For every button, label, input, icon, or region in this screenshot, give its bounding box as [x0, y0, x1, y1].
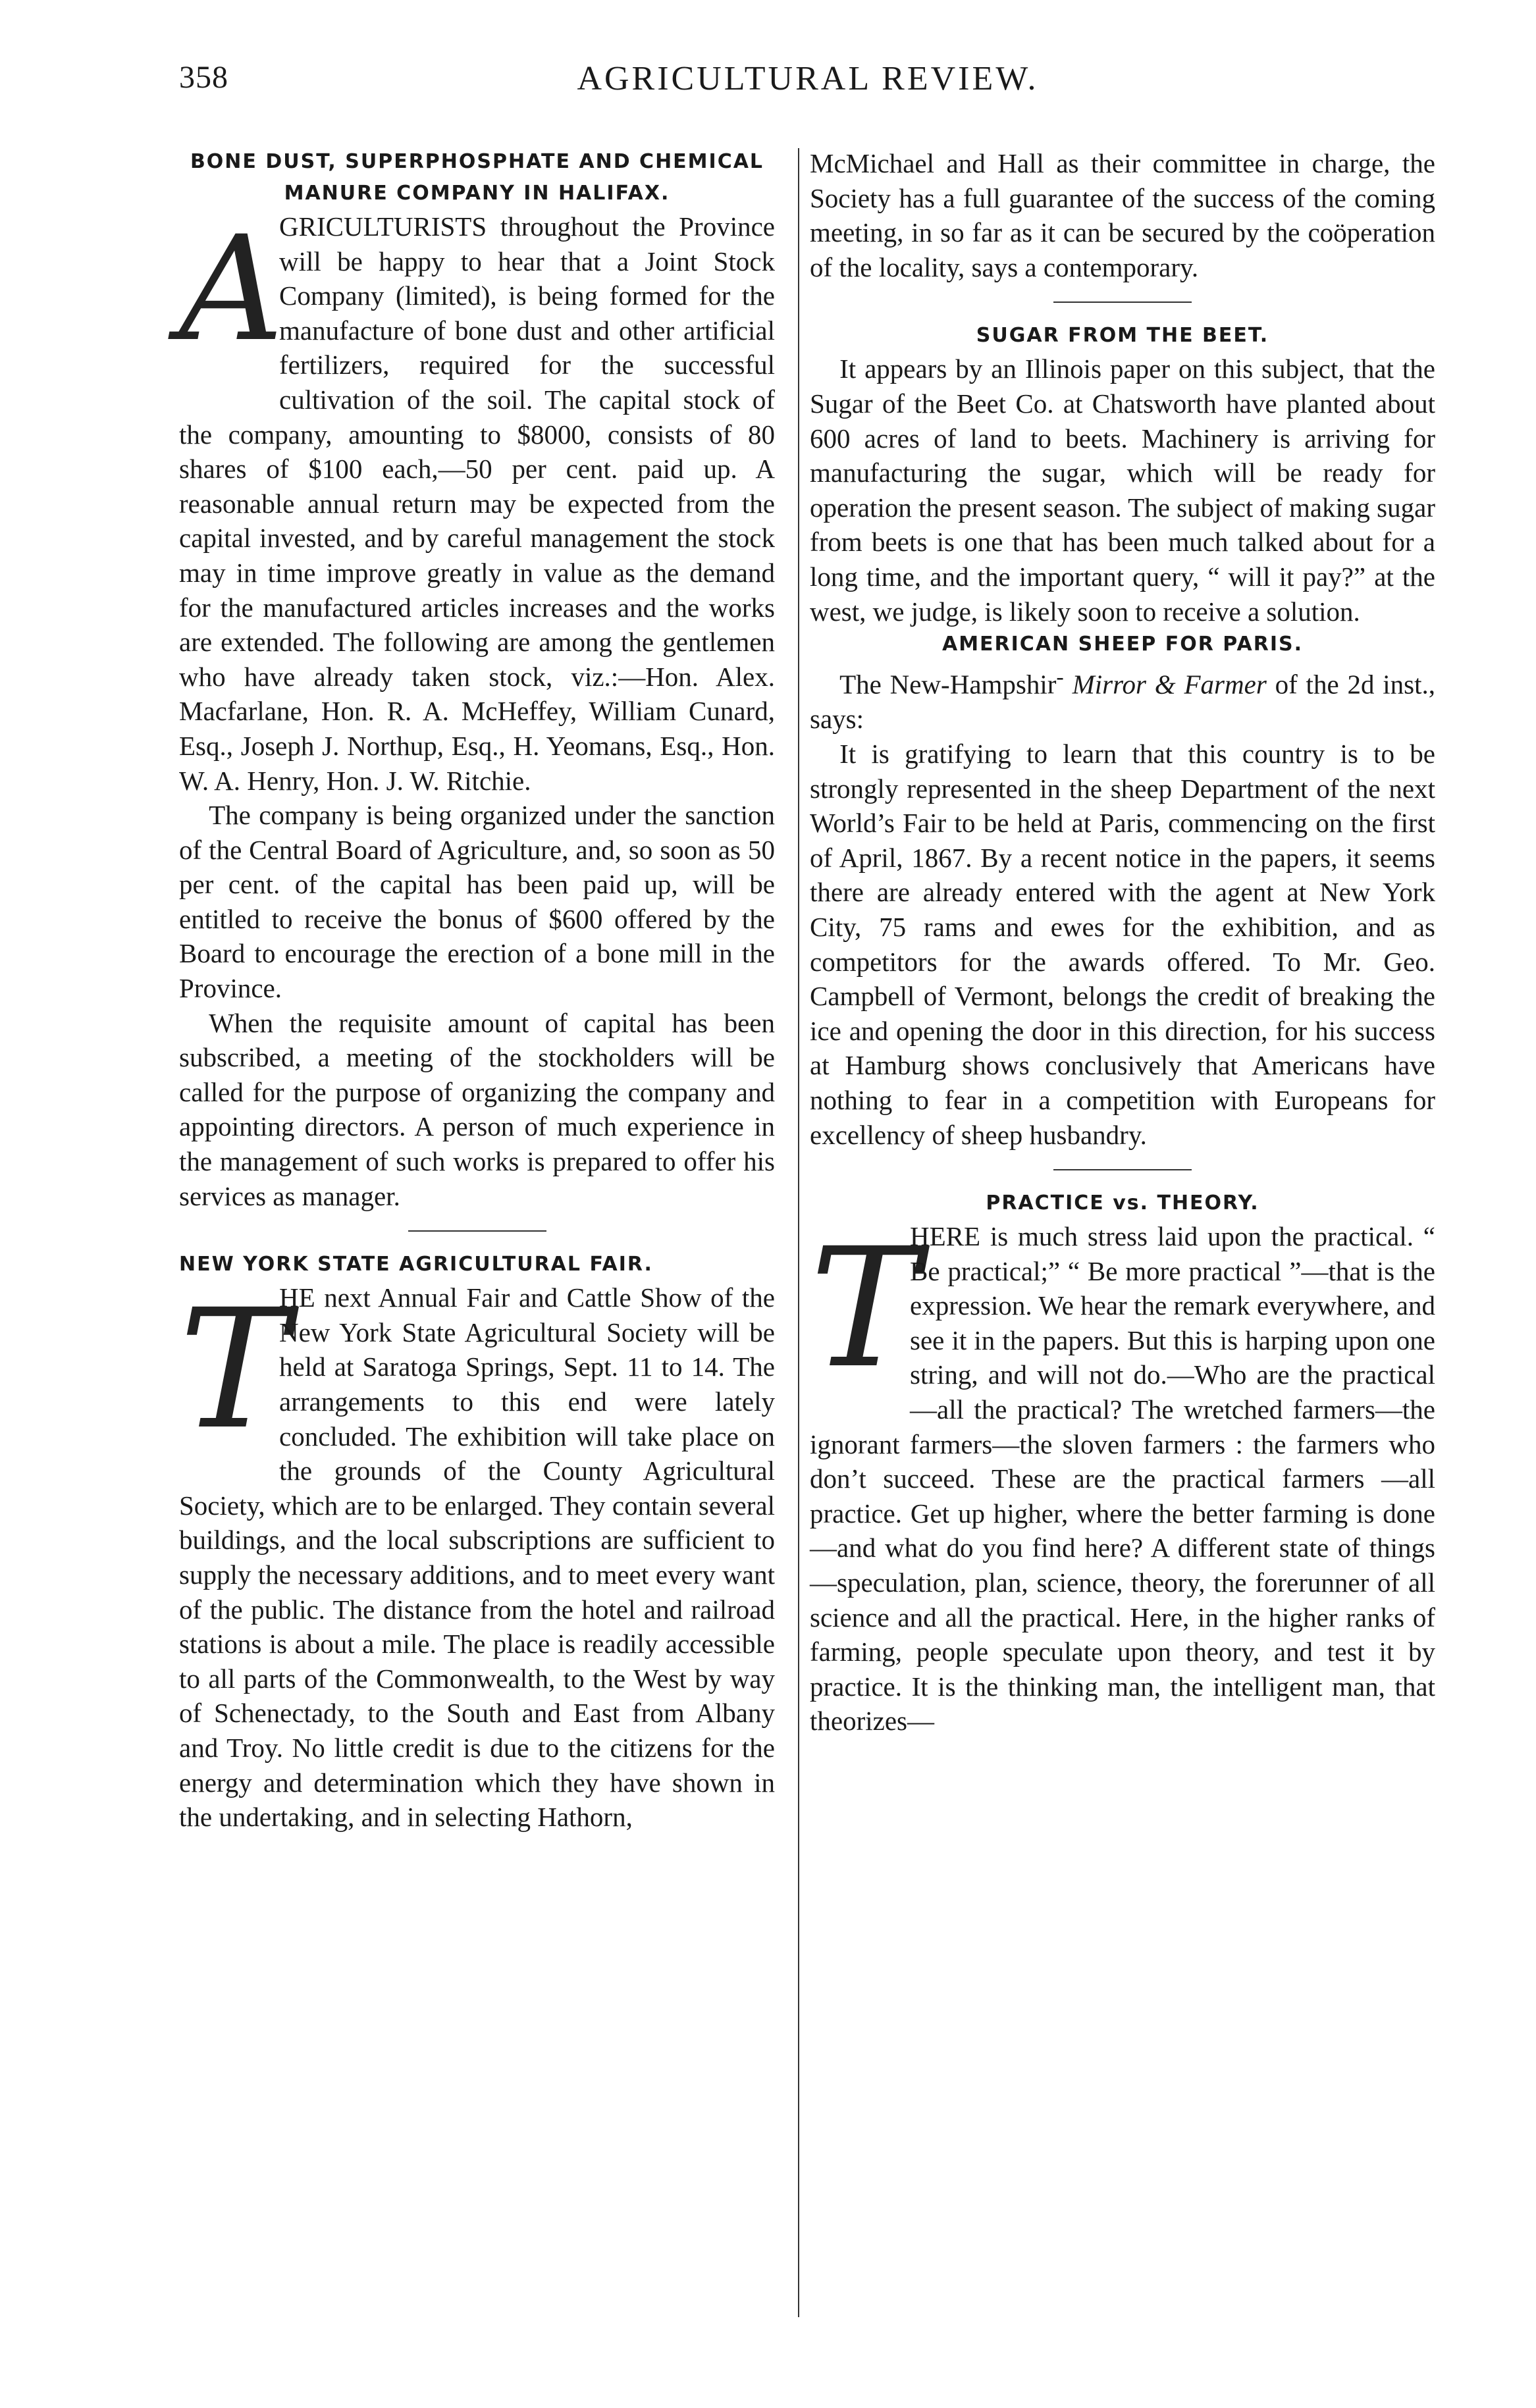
ornamental-initial-icon: A: [179, 205, 284, 373]
article-title: BONE DUST, SUPERPHOSPHATE AND CHEMICAL MANURE COMPANY IN HALIFAX.: [190, 150, 764, 205]
article-body: [810, 1213, 1435, 1739]
article-paragraph: It is gratifying to learn that this country is to be strongly represented in the sheep Department of the next World’s Fair to be held at Paris, commencing on the first of April, 1867. By a recent notice in the papers, it seems there are already entered with the agent at New York City, 75 rams and ewes for the exhibition, and as competitors for the awards offered. To Mr. Geo. Campbell of Vermont, belongs the credit of breaking the ice and opening the door in this direction, for his success at Hamburg shows conclusively that Americans have nothing to fear in a competition with Europeans for excellency of sheep husbandry.: [810, 738, 1435, 1150]
article-continuation: McMichael and Hall as their committee in charge, the Society has a full guarantee of the success of the coming meeting, in so far as it can be secured by the coöperation of the locality, says a contemporary.: [810, 148, 1435, 282]
ornamental-initial-icon: T: [179, 1274, 289, 1466]
article-body: [179, 205, 775, 798]
article-title: NEW YORK STATE AGRICULTURAL FAIR.: [179, 1253, 653, 1276]
article-ny-fair: [179, 1249, 775, 1835]
article-body: [179, 1274, 775, 1835]
article-paragraph: HERE is much stress laid upon the practical. “ Be practical;” “ Be more practical ”—that is the expression. We hear the remark everywhere, and see it in the papers. But this is harping upon one string, and will not do.—Who are the practical—all the practical? The wretched farmers—the ignorant farmers—the sloven farmers : the farmers who don’t succeed. These are the practical farmers —all practice. Get up higher, where the better farming is done—and what do you find here? A different state of things—speculation, plan, science, theory, the forerunner of all science and all the practical. Here, in the higher ranks of farming, people speculate upon theory, and test it by practice. It is the thinking man, the intelligent man, that theorizes—: [810, 1221, 1435, 1737]
article-title: SUGAR FROM THE BEET.: [976, 324, 1269, 348]
article-paragraph: HE next Annual Fair and Cattle Show of the New York State Agricultural Society will be held at Saratoga Springs, Sept. 11 to 14. The arrangements to this end were lately concluded. The exhibition will take place on the grounds of the County Agricultural Society, which are to be enlarged. They contain several buildings, and the local subscriptions are sufficient to supply the necessary additions, and to meet every want of the public. The distance from the hotel and railroad stations is about a mile. The place is readily accessible to all parts of the Commonwealth, to the West by way of Schenectady, to the South and East from Albany and Troy. No little credit is due to the citizens for the energy and determination which they have shown in the undertaking, and in selecting Hathorn,: [179, 1282, 775, 1833]
article-paragraph: When the requisite amount of capital has been subscribed, a meeting of the stockholders will be called for the purpose of organizing the company and appointing directors. A person of much experience in the management of such works is prepared to offer his services as manager.: [179, 1007, 775, 1211]
article-paragraph: GRICULTURISTS throughout the Province will be happy to hear that a Joint Stock Company (limited), is being formed for the manufacture of bone dust and other artificial fertilizers, required for the successful cultivation of the soil. The capital stock of the company, amounting to $8000, consists of 80 shares of $100 each,—50 per cent. paid up. A reasonable annual return may be expected from the capital invested, and by careful management the stock may in time improve greatly in value as the demand for the manufactured articles increases and the works are extended. The following are among the gentlemen who have already taken stock, viz.:—Hon. Alex. Macfarlane, Hon. R. A. McHeffey, William Cunard, Esq., Joseph J. Northup, Esq., H. Yeomans, Esq., Hon. W. A. Henry, Hon. J. W. Ritchie.: [179, 211, 775, 796]
page-header: [179, 59, 1437, 112]
section-divider: [1053, 1169, 1192, 1170]
article-paragraph: The company is being organized under the sanction of the Central Board of Agriculture, and, so soon as 50 per cent. of the capital has been paid up, will be entitled to receive the bonus of $600 offered by the Board to encourage the erection of a bone mill in the Province.: [179, 800, 775, 1004]
article-sugar-beet: [810, 320, 1435, 629]
left-column: [179, 146, 775, 1835]
article-paragraph: It appears by an Illinois paper on this subject, that the Sugar of the Beet Co. at Chatsworth have planted about 600 acres of land to beets. Machinery is arriving for manufacturing the sugar, which will be ready for operation the present season. The subject of making sugar from beets is one that has been much talked about for a long time, and the important query, “ will it pay?” at the west, we judge, is likely soon to receive a solution.: [810, 353, 1435, 627]
intro-suffix: of the 2d inst., says:: [810, 669, 1436, 735]
right-column: [810, 146, 1435, 1739]
article-intro: The New-Hampshir- Mirror & Farmer of the 2d inst., says:: [810, 665, 1436, 735]
running-title: AGRICULTURAL REVIEW.: [577, 60, 1039, 97]
article-practice-theory: [810, 1188, 1435, 1739]
source-publication: Mirror & Farmer: [1072, 669, 1267, 700]
section-divider: [1053, 301, 1192, 303]
article-american-sheep: [810, 629, 1435, 1152]
section-divider: [408, 1230, 546, 1232]
article-title: AMERICAN SHEEP FOR PARIS.: [941, 633, 1303, 656]
intro-prefix: The New-Hampshir: [839, 669, 1057, 700]
article-bone-dust: [179, 146, 775, 1213]
column-divider: [798, 148, 799, 2317]
article-title: PRACTICE vs. THEORY.: [986, 1191, 1259, 1215]
page-number: 358: [179, 60, 228, 95]
ornamental-initial-icon: T: [810, 1213, 920, 1405]
